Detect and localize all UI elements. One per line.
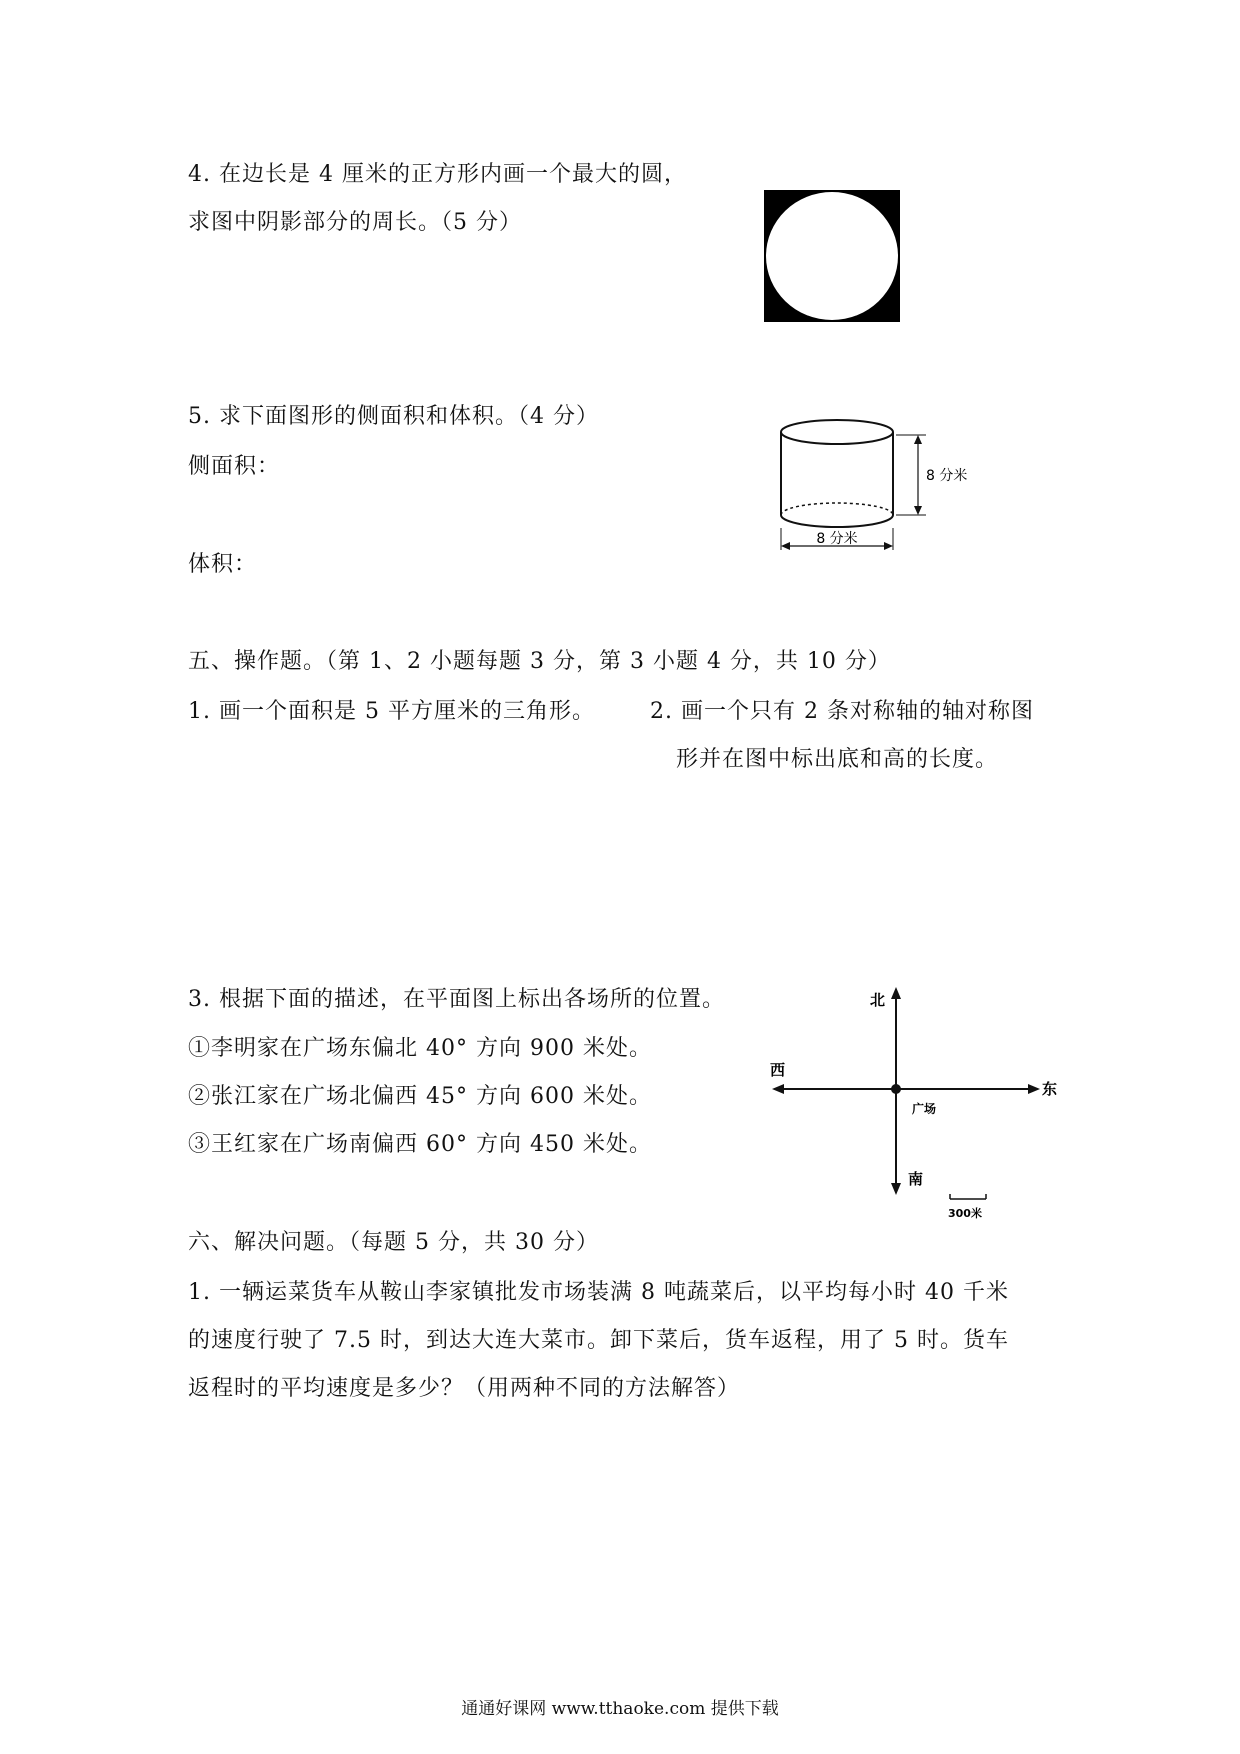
square-circle-figure xyxy=(764,190,900,322)
section6-q1-line1: 1. 一辆运菜货车从鞍山李家镇批发市场装满 8 吨蔬菜后，以平均每小时 40 千米 xyxy=(188,1280,1009,1305)
section5-q2-line1: 2. 画一个只有 2 条对称轴的轴对称图 xyxy=(650,699,1034,724)
cylinder-figure xyxy=(780,412,980,562)
section5-q3-title: 3. 根据下面的描述，在平面图上标出各场所的位置。 xyxy=(188,987,725,1012)
section5-q2-line2: 形并在图中标出底和高的长度。 xyxy=(676,747,999,772)
cylinder-bottom-back xyxy=(781,503,893,515)
section5-q1: 1. 画一个面积是 5 平方厘米的三角形。 xyxy=(188,699,595,724)
diameter-label: 8 分米 xyxy=(816,531,858,547)
inscribed-circle xyxy=(766,192,898,320)
footer-credit: 通通好课网 www.tthaoke.com 提供下载 xyxy=(461,1699,779,1719)
plaza-label: 广场 xyxy=(912,1102,937,1116)
south-label: 南 xyxy=(908,1170,924,1188)
west-arrow xyxy=(772,1084,784,1094)
west-label: 西 xyxy=(770,1061,786,1079)
q5-title: 5. 求下面图形的侧面积和体积。（4 分） xyxy=(188,404,599,429)
north-label: 北 xyxy=(870,991,886,1009)
section5-q3-item-3: ③王红家在广场南偏西 60° 方向 450 米处。 xyxy=(188,1132,652,1157)
section6-title: 六、解决问题。（每题 5 分，共 30 分） xyxy=(188,1230,599,1255)
scale-label: 300米 xyxy=(948,1207,982,1220)
south-arrow xyxy=(891,1183,901,1195)
section5-q3-item-1: ①李明家在广场东偏北 40° 方向 900 米处。 xyxy=(188,1036,652,1061)
section6-q1-line2: 的速度行驶了 7.5 时，到达大连大菜市。卸下菜后，货车返程，用了 5 时。货车 xyxy=(188,1328,1009,1353)
section5-q3-item-2: ②张江家在广场北偏西 45° 方向 600 米处。 xyxy=(188,1084,652,1109)
north-arrow xyxy=(891,987,901,999)
q4-text-line1: 4. 在边长是 4 厘米的正方形内画一个最大的圆， xyxy=(188,162,687,187)
q5-volume-label: 体积： xyxy=(188,552,258,577)
east-label: 东 xyxy=(1042,1080,1058,1098)
height-label: 8 分米 xyxy=(926,468,968,484)
section6-q1-line3: 返程时的平均速度是多少？（用两种不同的方法解答） xyxy=(188,1376,741,1401)
east-arrow xyxy=(1028,1084,1040,1094)
cylinder-top xyxy=(781,420,893,444)
cylinder-bottom-front xyxy=(781,515,893,527)
plaza-point xyxy=(891,1084,901,1094)
q5-lateral-label: 侧面积： xyxy=(188,454,281,479)
compass-plan xyxy=(770,985,1070,1225)
section5-title: 五、操作题。（第 1、2 小题每题 3 分，第 3 小题 4 分，共 10 分） xyxy=(188,649,891,674)
q4-text-line2: 求图中阴影部分的周长。（5 分） xyxy=(188,210,522,235)
